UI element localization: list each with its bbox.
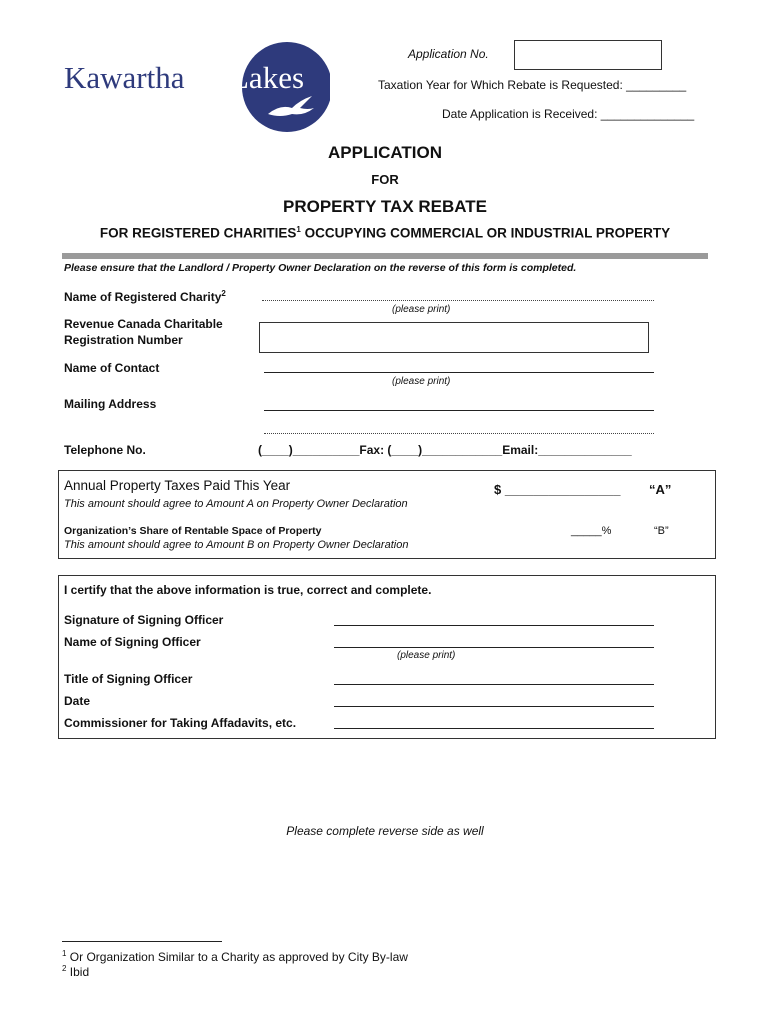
registration-number-field[interactable] (259, 322, 649, 353)
telephone-fax-email-fields[interactable]: (____)__________Fax: (____)____________Email:______________ (258, 443, 632, 457)
officer-title-label: Title of Signing Officer (64, 672, 193, 686)
mailing-address-input-2[interactable] (264, 433, 654, 434)
application-no-field[interactable] (514, 40, 662, 70)
annual-taxes-note: This amount should agree to Amount A on Property Owner Declaration (64, 498, 408, 510)
please-print-contact: (please print) (392, 376, 451, 387)
reverse-side-note: Please complete reverse side as well (286, 824, 484, 838)
logo-word-lakes: Lakes (230, 60, 305, 95)
certify-statement: I certify that the above information is true, correct and complete. (64, 583, 432, 597)
footnote-1: $^1$ Or Organization Similar to a Charity as approved by City By-law (62, 949, 408, 964)
certification-box (58, 575, 716, 739)
officer-name-label: Name of Signing Officer (64, 635, 201, 649)
logo-word-kawartha: Kawartha (64, 60, 185, 95)
application-no-label: Application No. (408, 47, 489, 61)
contact-input[interactable] (264, 372, 654, 373)
charity-name-input[interactable] (262, 300, 654, 301)
please-print-officer: (please print) (397, 650, 456, 661)
commissioner-input[interactable] (334, 728, 654, 729)
share-b-field[interactable]: _____% (571, 525, 612, 537)
footnote-2: $^2$ Ibid (62, 964, 90, 979)
please-print-charity: (please print) (392, 304, 451, 315)
rentable-share-note: This amount should agree to Amount B on Property Owner Declaration (64, 539, 409, 551)
taxation-year-label[interactable]: Taxation Year for Which Rebate is Requested: _________ (378, 78, 687, 92)
registration-label-2: Registration Number (64, 333, 183, 347)
telephone-label: Telephone No. (64, 443, 146, 457)
mailing-address-input-1[interactable] (264, 410, 654, 411)
registration-label-1: Revenue Canada Charitable (64, 317, 223, 331)
officer-name-input[interactable] (334, 647, 654, 648)
share-b-tag: “B” (654, 525, 669, 537)
date-input[interactable] (334, 706, 654, 707)
notice-text: Please ensure that the Landlord / Property Owner Declaration on the reverse of this form is completed. (64, 262, 577, 274)
rentable-share-label: Organization’s Share of Rentable Space of Property (64, 525, 322, 537)
title-subtitle: FOR REGISTERED CHARITIES$^1$ OCCUPYING COMMERCIAL OR INDUSTRIAL PROPERTY (99, 225, 671, 241)
officer-title-input[interactable] (334, 684, 654, 685)
commissioner-label: Commissioner for Taking Affadavits, etc. (64, 716, 297, 730)
annual-taxes-label: Annual Property Taxes Paid This Year (64, 478, 291, 493)
title-for: FOR (371, 172, 399, 187)
amount-a-field[interactable]: $ ________________ (494, 482, 621, 497)
title-application: APPLICATION (328, 143, 442, 162)
kawartha-lakes-logo (60, 40, 330, 140)
title-property-tax-rebate: PROPERTY TAX REBATE (282, 197, 488, 216)
signature-label: Signature of Signing Officer (64, 613, 224, 627)
charity-name-label: Name of Registered Charity$^2$ (64, 289, 226, 304)
mailing-address-label: Mailing Address (64, 397, 157, 411)
footnote-rule (62, 941, 222, 942)
amount-a-tag: “A” (649, 482, 672, 497)
header-rule (62, 253, 708, 259)
date-label: Date (64, 694, 91, 708)
signature-input[interactable] (334, 625, 654, 626)
date-received-label[interactable]: Date Application is Received: ______________ (442, 107, 695, 121)
contact-label: Name of Contact (64, 361, 160, 375)
